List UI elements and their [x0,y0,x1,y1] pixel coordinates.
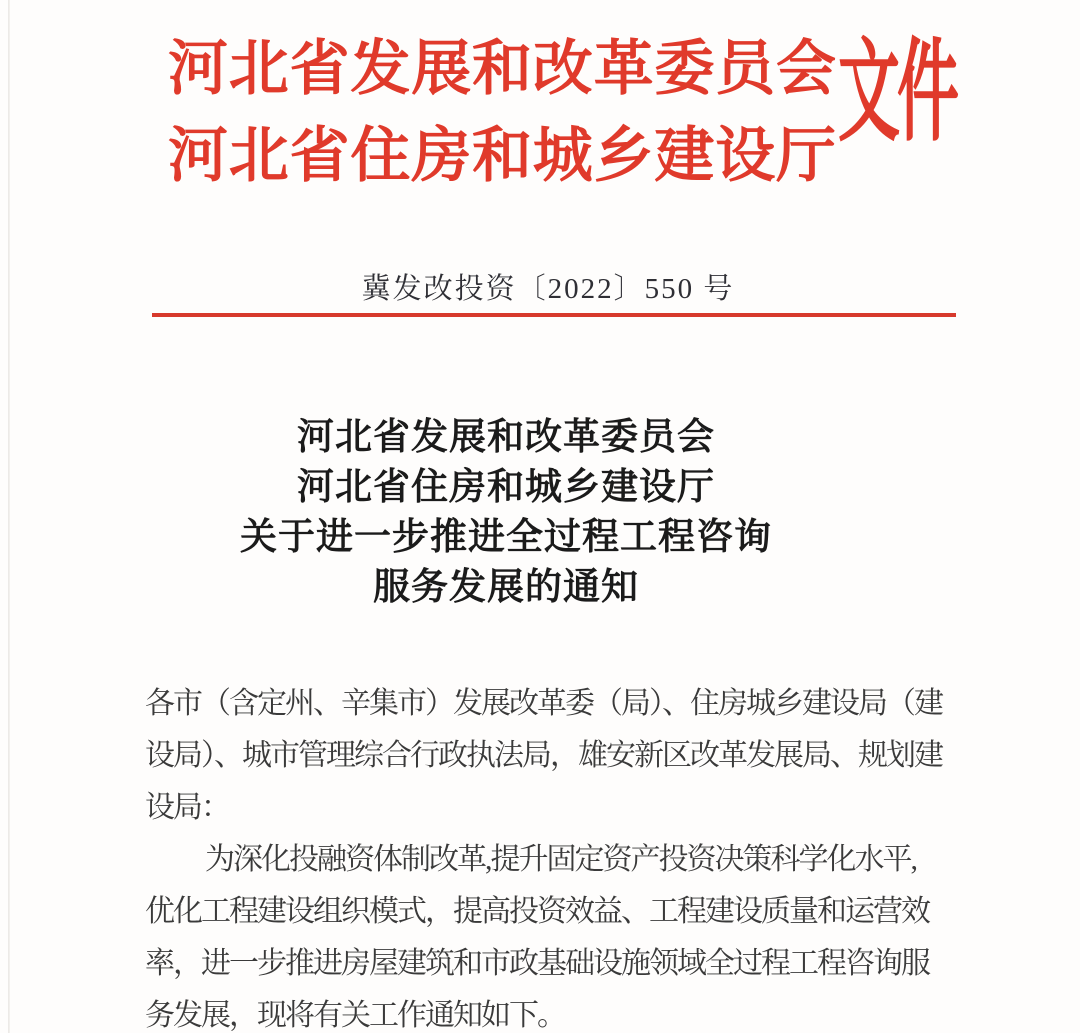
paragraph-line-4: 务发展，现将有关工作通知如下。 [145,999,565,1032]
recipients-line-1: 各市（含定州、辛集市）发展改革委（局）、住房城乡建设局（建 [145,687,942,720]
doc-reference-number: 冀发改投资〔2022〕550 号 [361,273,735,305]
title-line-4: 服务发展的通知 [373,567,639,608]
paragraph-line-3: 率，进一步推进房屋建筑和市政基础设施领域全过程工程咨询服 [145,947,929,980]
agency-name-line2: 河北省住房和城乡建设厅 [168,123,836,189]
paragraph-line-2: 优化工程建设组织模式，提高投资效益、工程建设质量和运营效 [145,895,929,928]
agency-names [168,26,836,200]
title-line-2: 河北省住房和城乡建设厅 [297,467,715,508]
document-body [145,678,975,1033]
doc-type-label: 文件 [838,32,957,155]
letterhead [0,0,1080,230]
document-title [0,413,1012,613]
agency-name-line1: 河北省发展和改革委员会 [168,36,836,102]
title-line-3: 关于进一步推进全过程工程咨询 [240,517,772,558]
recipients-line-3: 设局： [145,791,229,824]
paragraph-line-1: 为深化投融资体制改革,提升固定资产投资决策科学化水平, [205,843,916,876]
recipients-line-2: 设局）、城市管理综合行政执法局，雄安新区改革发展局、规划建 [145,739,942,772]
title-line-1: 河北省发展和改革委员会 [297,417,715,458]
red-divider-line [152,313,956,317]
